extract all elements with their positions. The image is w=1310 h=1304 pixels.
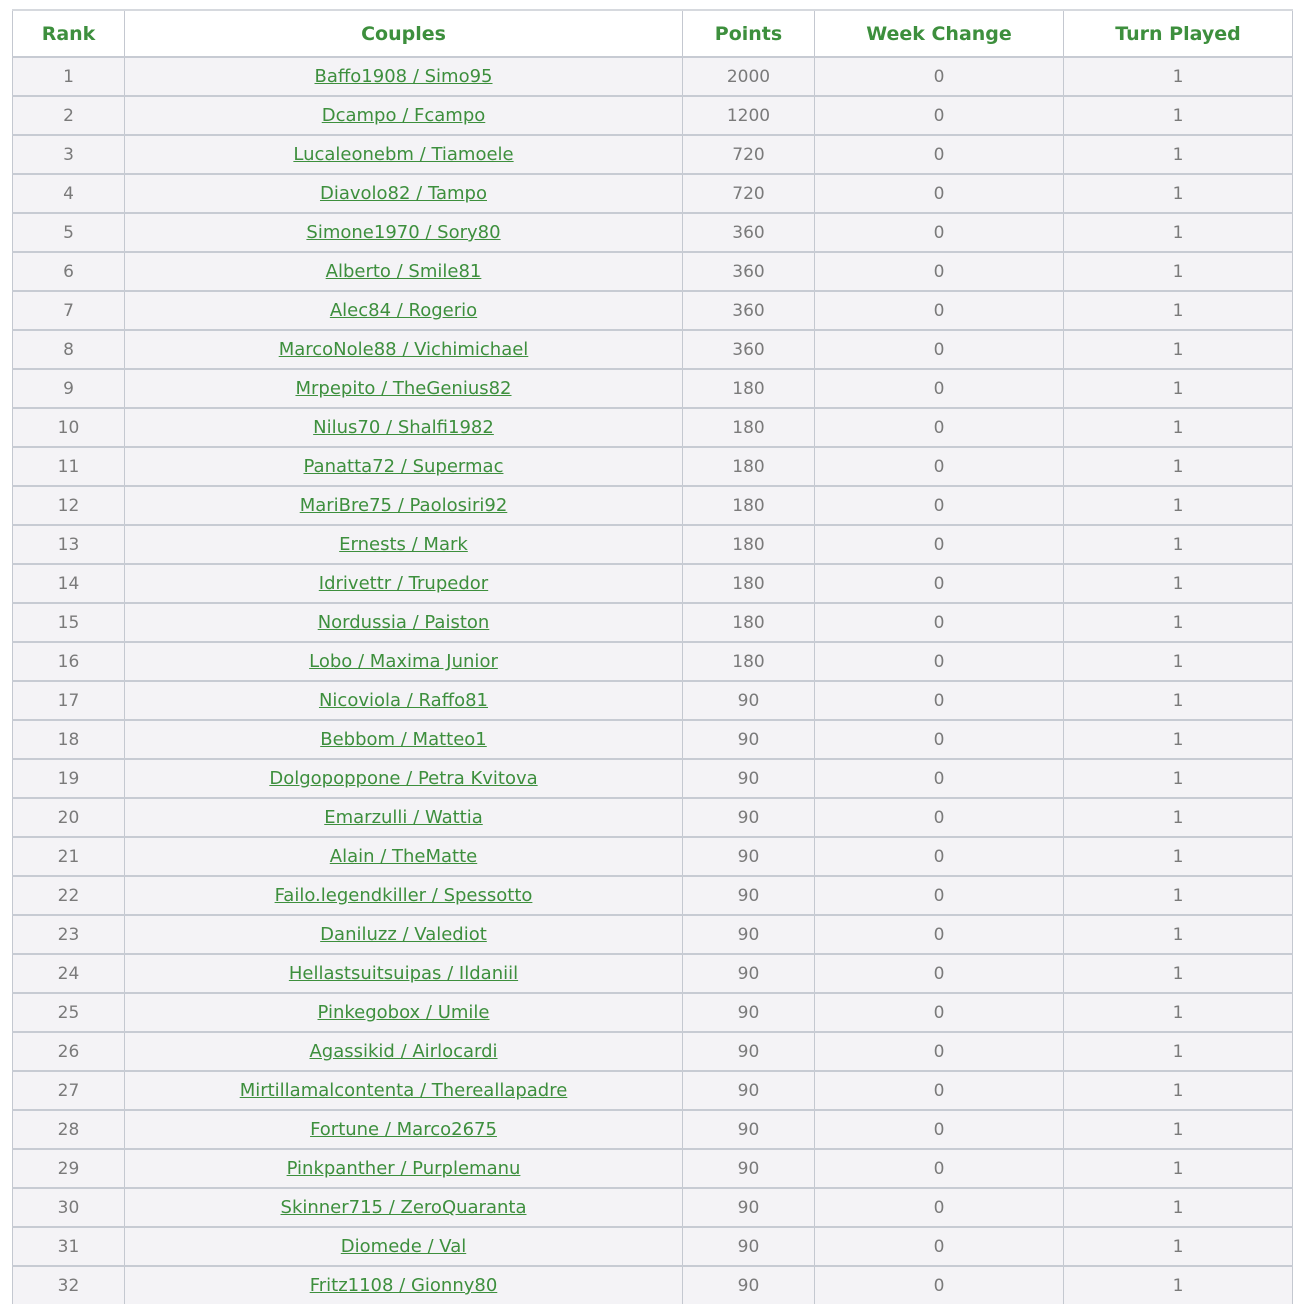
rank-cell: 14 [13, 564, 125, 603]
header-row [13, 10, 1293, 57]
week-change-cell: 0 [815, 720, 1064, 759]
table-row [13, 447, 1293, 486]
couple-cell [125, 1266, 683, 1304]
rank-cell: 20 [13, 798, 125, 837]
table-row [13, 1266, 1293, 1304]
week-change-cell: 0 [815, 1188, 1064, 1227]
couple-link[interactable]: Simone1970 / Sory80 [306, 222, 501, 243]
couple-link[interactable]: Baffo1908 / Simo95 [314, 66, 493, 87]
couple-cell [125, 447, 683, 486]
turn-played-cell: 1 [1064, 837, 1293, 876]
points-cell: 180 [683, 369, 815, 408]
couple-cell [125, 252, 683, 291]
couple-link[interactable]: Bebbom / Matteo1 [320, 729, 487, 750]
turn-played-cell: 1 [1064, 564, 1293, 603]
table-row [13, 486, 1293, 525]
couple-cell [125, 915, 683, 954]
couple-link[interactable]: Nilus70 / Shalfi1982 [313, 417, 494, 438]
week-change-cell: 0 [815, 564, 1064, 603]
couple-link[interactable]: Failo.legendkiller / Spessotto [274, 885, 533, 906]
couple-cell [125, 213, 683, 252]
turn-played-cell: 1 [1064, 486, 1293, 525]
couple-link[interactable]: MarcoNole88 / Vichimichael [278, 339, 529, 360]
table-row [13, 759, 1293, 798]
couple-link[interactable]: Mirtillamalcontenta / Thereallapadre [239, 1080, 568, 1101]
points-cell: 90 [683, 798, 815, 837]
points-cell: 360 [683, 213, 815, 252]
table-row [13, 1071, 1293, 1110]
points-cell: 90 [683, 837, 815, 876]
turn-played-cell: 1 [1064, 330, 1293, 369]
header-points: Points [683, 10, 815, 57]
couple-cell [125, 1188, 683, 1227]
points-cell: 90 [683, 1032, 815, 1071]
week-change-cell: 0 [815, 486, 1064, 525]
table-row [13, 564, 1293, 603]
week-change-cell: 0 [815, 525, 1064, 564]
points-cell: 360 [683, 330, 815, 369]
turn-played-cell: 1 [1064, 1227, 1293, 1266]
couple-link[interactable]: Alec84 / Rogerio [329, 300, 478, 321]
week-change-cell: 0 [815, 96, 1064, 135]
points-cell: 90 [683, 915, 815, 954]
table-row [13, 681, 1293, 720]
couple-cell [125, 291, 683, 330]
week-change-cell: 0 [815, 369, 1064, 408]
week-change-cell: 0 [815, 681, 1064, 720]
couple-cell [125, 720, 683, 759]
week-change-cell: 0 [815, 798, 1064, 837]
points-cell: 720 [683, 135, 815, 174]
couple-link[interactable]: Daniluzz / Valediot [320, 924, 487, 945]
couple-cell [125, 1149, 683, 1188]
rank-cell: 9 [13, 369, 125, 408]
table-row [13, 720, 1293, 759]
table-row [13, 252, 1293, 291]
couple-cell [125, 1032, 683, 1071]
rank-cell: 1 [13, 57, 125, 96]
couple-link[interactable]: Nordussia / Paiston [317, 612, 490, 633]
turn-played-cell: 1 [1064, 57, 1293, 96]
week-change-cell: 0 [815, 1227, 1064, 1266]
couple-cell [125, 486, 683, 525]
points-cell: 180 [683, 486, 815, 525]
turn-played-cell: 1 [1064, 798, 1293, 837]
points-cell: 180 [683, 447, 815, 486]
week-change-cell: 0 [815, 57, 1064, 96]
points-cell: 180 [683, 564, 815, 603]
week-change-cell: 0 [815, 837, 1064, 876]
couple-cell [125, 837, 683, 876]
turn-played-cell: 1 [1064, 1266, 1293, 1304]
rank-cell: 32 [13, 1266, 125, 1304]
couple-cell [125, 135, 683, 174]
table-row [13, 837, 1293, 876]
couple-cell [125, 408, 683, 447]
couple-link[interactable]: Mrpepito / TheGenius82 [295, 378, 512, 399]
turn-played-cell: 1 [1064, 291, 1293, 330]
couple-cell [125, 174, 683, 213]
points-cell: 360 [683, 291, 815, 330]
turn-played-cell: 1 [1064, 525, 1293, 564]
rank-cell: 12 [13, 486, 125, 525]
couple-cell [125, 1110, 683, 1149]
couple-cell [125, 96, 683, 135]
turn-played-cell: 1 [1064, 369, 1293, 408]
table-row [13, 330, 1293, 369]
ranking-table [12, 9, 1293, 1304]
points-cell: 90 [683, 1149, 815, 1188]
couple-link[interactable]: Diavolo82 / Tampo [319, 183, 487, 204]
turn-played-cell: 1 [1064, 135, 1293, 174]
couple-link[interactable]: Lucaleonebm / Tiamoele [293, 144, 514, 165]
table-row [13, 525, 1293, 564]
rank-cell: 27 [13, 1071, 125, 1110]
rank-cell: 11 [13, 447, 125, 486]
rank-cell: 18 [13, 720, 125, 759]
couple-cell [125, 876, 683, 915]
couple-link[interactable]: Nicoviola / Raffo81 [318, 690, 489, 711]
couple-cell [125, 603, 683, 642]
points-cell: 180 [683, 642, 815, 681]
table-row [13, 96, 1293, 135]
couple-cell [125, 954, 683, 993]
table-row [13, 642, 1293, 681]
rank-cell: 22 [13, 876, 125, 915]
week-change-cell: 0 [815, 1149, 1064, 1188]
couple-link[interactable]: Ernests / Mark [339, 534, 468, 555]
rank-cell: 21 [13, 837, 125, 876]
turn-played-cell: 1 [1064, 954, 1293, 993]
week-change-cell: 0 [815, 330, 1064, 369]
turn-played-cell: 1 [1064, 681, 1293, 720]
table-row [13, 135, 1293, 174]
couple-link[interactable]: Hellastsuitsuipas / Ildaniil [288, 963, 519, 984]
couple-cell [125, 993, 683, 1032]
couple-link[interactable]: Pinkegobox / Umile [317, 1002, 490, 1023]
couple-cell [125, 564, 683, 603]
points-cell: 720 [683, 174, 815, 213]
couple-link[interactable]: Dcampo / Fcampo [321, 105, 486, 126]
turn-played-cell: 1 [1064, 1032, 1293, 1071]
table-body [13, 57, 1293, 1304]
table-row [13, 603, 1293, 642]
couple-link[interactable]: Alberto / Smile81 [325, 261, 482, 282]
turn-played-cell: 1 [1064, 915, 1293, 954]
week-change-cell: 0 [815, 642, 1064, 681]
header-week-change: Week Change [815, 10, 1064, 57]
turn-played-cell: 1 [1064, 1110, 1293, 1149]
points-cell: 90 [683, 720, 815, 759]
couple-link[interactable]: Skinner715 / ZeroQuaranta [280, 1197, 527, 1218]
rank-cell: 25 [13, 993, 125, 1032]
ranking-table-container [12, 9, 1292, 1304]
week-change-cell: 0 [815, 915, 1064, 954]
table-row [13, 993, 1293, 1032]
week-change-cell: 0 [815, 213, 1064, 252]
week-change-cell: 0 [815, 1071, 1064, 1110]
turn-played-cell: 1 [1064, 993, 1293, 1032]
table-row [13, 1110, 1293, 1149]
turn-played-cell: 1 [1064, 447, 1293, 486]
points-cell: 180 [683, 603, 815, 642]
points-cell: 360 [683, 252, 815, 291]
rank-cell: 7 [13, 291, 125, 330]
rank-cell: 8 [13, 330, 125, 369]
table-row [13, 213, 1293, 252]
table-row [13, 1227, 1293, 1266]
week-change-cell: 0 [815, 993, 1064, 1032]
couple-link[interactable]: Agassikid / Airlocardi [309, 1041, 498, 1062]
rank-cell: 3 [13, 135, 125, 174]
turn-played-cell: 1 [1064, 1071, 1293, 1110]
turn-played-cell: 1 [1064, 642, 1293, 681]
couple-link[interactable]: Panatta72 / Supermac [303, 456, 504, 477]
table-row [13, 1149, 1293, 1188]
turn-played-cell: 1 [1064, 720, 1293, 759]
couple-cell [125, 525, 683, 564]
couple-link[interactable]: Dolgopoppone / Petra Kvitova [269, 768, 538, 789]
points-cell: 1200 [683, 96, 815, 135]
week-change-cell: 0 [815, 603, 1064, 642]
rank-cell: 6 [13, 252, 125, 291]
couple-link[interactable]: Idrivettr / Trupedor [318, 573, 489, 594]
points-cell: 90 [683, 1110, 815, 1149]
turn-played-cell: 1 [1064, 408, 1293, 447]
couple-link[interactable]: Pinkpanther / Purplemanu [286, 1158, 521, 1179]
rank-cell: 23 [13, 915, 125, 954]
rank-cell: 10 [13, 408, 125, 447]
rank-cell: 28 [13, 1110, 125, 1149]
points-cell: 90 [683, 954, 815, 993]
week-change-cell: 0 [815, 1110, 1064, 1149]
week-change-cell: 0 [815, 408, 1064, 447]
points-cell: 90 [683, 876, 815, 915]
couple-link[interactable]: MariBre75 / Paolosiri92 [299, 495, 508, 516]
couple-cell [125, 642, 683, 681]
rank-cell: 17 [13, 681, 125, 720]
couple-cell [125, 57, 683, 96]
week-change-cell: 0 [815, 876, 1064, 915]
header-rank: Rank [13, 10, 125, 57]
turn-played-cell: 1 [1064, 174, 1293, 213]
week-change-cell: 0 [815, 135, 1064, 174]
table-row [13, 798, 1293, 837]
week-change-cell: 0 [815, 252, 1064, 291]
turn-played-cell: 1 [1064, 1149, 1293, 1188]
rank-cell: 29 [13, 1149, 125, 1188]
table-row [13, 57, 1293, 96]
table-row [13, 1032, 1293, 1071]
table-row [13, 876, 1293, 915]
week-change-cell: 0 [815, 954, 1064, 993]
couple-link[interactable]: Fritz1108 / Gionny80 [309, 1275, 498, 1296]
rank-cell: 19 [13, 759, 125, 798]
table-row [13, 408, 1293, 447]
rank-cell: 2 [13, 96, 125, 135]
rank-cell: 5 [13, 213, 125, 252]
rank-cell: 13 [13, 525, 125, 564]
points-cell: 90 [683, 993, 815, 1032]
turn-played-cell: 1 [1064, 96, 1293, 135]
week-change-cell: 0 [815, 447, 1064, 486]
couple-cell [125, 330, 683, 369]
turn-played-cell: 1 [1064, 759, 1293, 798]
rank-cell: 15 [13, 603, 125, 642]
week-change-cell: 0 [815, 291, 1064, 330]
points-cell: 90 [683, 1266, 815, 1304]
header-couples: Couples [125, 10, 683, 57]
couple-cell [125, 369, 683, 408]
couple-cell [125, 1227, 683, 1266]
turn-played-cell: 1 [1064, 876, 1293, 915]
points-cell: 2000 [683, 57, 815, 96]
table-row [13, 954, 1293, 993]
turn-played-cell: 1 [1064, 1188, 1293, 1227]
rank-cell: 30 [13, 1188, 125, 1227]
turn-played-cell: 1 [1064, 603, 1293, 642]
couple-cell [125, 759, 683, 798]
points-cell: 90 [683, 1188, 815, 1227]
points-cell: 180 [683, 408, 815, 447]
rank-cell: 4 [13, 174, 125, 213]
table-row [13, 291, 1293, 330]
rank-cell: 26 [13, 1032, 125, 1071]
table-row [13, 915, 1293, 954]
week-change-cell: 0 [815, 759, 1064, 798]
rank-cell: 31 [13, 1227, 125, 1266]
table-row [13, 1188, 1293, 1227]
rank-cell: 16 [13, 642, 125, 681]
points-cell: 90 [683, 1071, 815, 1110]
points-cell: 180 [683, 525, 815, 564]
couple-link[interactable]: Fortune / Marco2675 [310, 1119, 497, 1140]
points-cell: 90 [683, 681, 815, 720]
turn-played-cell: 1 [1064, 213, 1293, 252]
couple-link[interactable]: Alain / TheMatte [329, 846, 478, 867]
couple-link[interactable]: Emarzulli / Wattia [324, 807, 483, 828]
rank-cell: 24 [13, 954, 125, 993]
header-turn-played: Turn Played [1064, 10, 1293, 57]
couple-cell [125, 798, 683, 837]
couple-cell [125, 1071, 683, 1110]
couple-link[interactable]: Diomede / Val [340, 1236, 467, 1257]
week-change-cell: 0 [815, 1266, 1064, 1304]
couple-link[interactable]: Lobo / Maxima Junior [309, 651, 498, 672]
turn-played-cell: 1 [1064, 252, 1293, 291]
points-cell: 90 [683, 1227, 815, 1266]
table-header [13, 10, 1293, 57]
points-cell: 90 [683, 759, 815, 798]
week-change-cell: 0 [815, 174, 1064, 213]
table-row [13, 369, 1293, 408]
table-row [13, 174, 1293, 213]
couple-cell [125, 681, 683, 720]
week-change-cell: 0 [815, 1032, 1064, 1071]
